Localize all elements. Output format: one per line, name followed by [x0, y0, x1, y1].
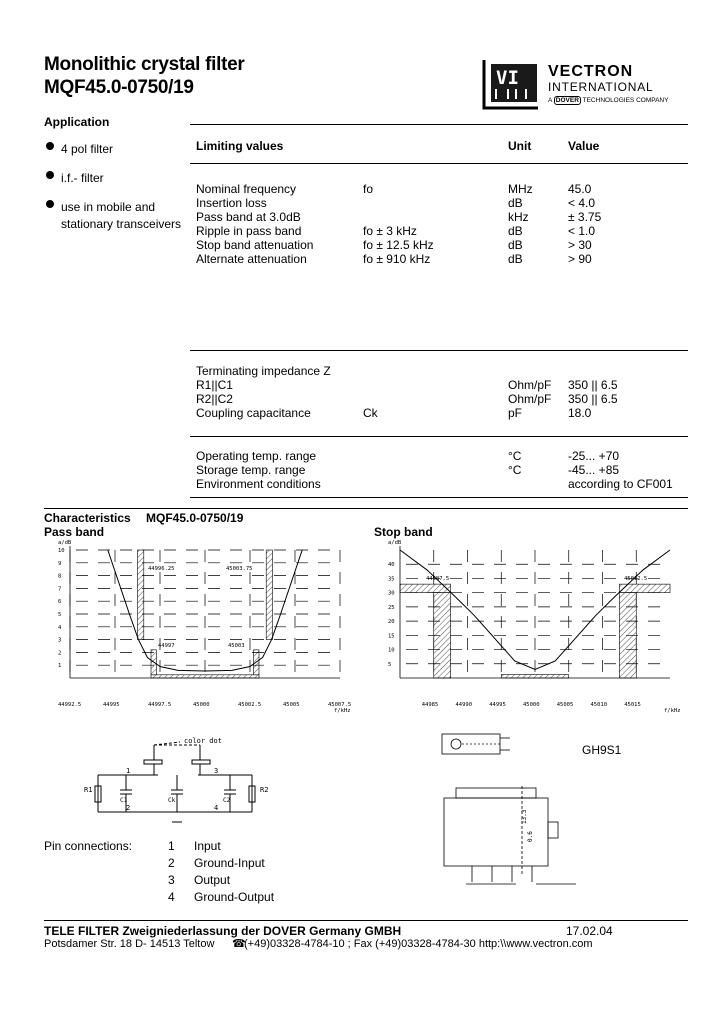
param-name: Environment conditions	[196, 477, 321, 491]
color-dot-label: color dot	[184, 737, 222, 745]
table-row	[196, 196, 696, 210]
annotation-label: 45012.5	[624, 576, 648, 582]
param-unit: Ohm/pF	[508, 378, 552, 392]
y-tick-label: 1	[58, 663, 62, 670]
y-tick-label: 3	[58, 637, 62, 644]
bullet-icon	[46, 142, 54, 150]
table-header-row	[196, 139, 696, 153]
passband-chart	[40, 536, 360, 716]
x-tick-label: 44985	[421, 702, 439, 708]
table-row	[196, 364, 696, 378]
param-unit: pF	[508, 406, 523, 420]
param-name: R2||C2	[196, 392, 233, 406]
footer-address: Potsdamer Str. 18 D- 14513 Teltow	[44, 938, 215, 950]
param-unit: dB	[508, 238, 523, 252]
x-tick-label: 44990	[455, 702, 473, 708]
x-axis-label: f/kHz	[334, 708, 351, 714]
vi-logo-mark	[482, 58, 542, 110]
table-row	[196, 477, 696, 491]
param-value: < 1.0	[568, 224, 596, 238]
package-code: GH9S1	[582, 743, 622, 757]
param-value: -25... +70	[568, 449, 620, 463]
header-value: Value	[568, 139, 600, 153]
x-tick-label: 45000	[523, 702, 540, 708]
param-name: Ripple in pass band	[196, 224, 302, 238]
table-row	[196, 252, 696, 266]
x-tick-label: 44992.5	[58, 702, 82, 708]
annotation-label: 45003.75	[226, 566, 253, 572]
table-rule-env	[190, 436, 688, 437]
application-item: 4 pol filter	[61, 142, 114, 156]
table-rule-mid	[190, 350, 688, 351]
x-tick-label: 45002.5	[238, 702, 262, 708]
footer-company: TELE FILTER Zweigniederlassung der DOVER Germany GMBH	[44, 924, 402, 938]
bullet-icon	[46, 171, 54, 179]
x-axis-label: f/kHz	[664, 708, 681, 714]
param-unit: °C	[508, 449, 522, 463]
x-tick-label: 45005	[283, 702, 300, 708]
y-tick-label: 40	[388, 562, 395, 569]
c1-label: C1	[120, 797, 128, 804]
footer-contact-line	[232, 938, 593, 951]
x-tick-label: 45010	[590, 702, 608, 708]
vectron-logo	[482, 58, 542, 110]
ck-label: Ck	[168, 797, 176, 804]
param-name: Coupling capacitance	[196, 406, 311, 420]
table-row	[196, 378, 696, 392]
pin-name: Ground-Input	[194, 856, 265, 870]
y-tick-label: 6	[58, 599, 62, 606]
r2-label: R2	[260, 786, 269, 794]
table-row	[196, 224, 696, 238]
x-tick-label: 44995	[103, 702, 120, 708]
y-tick-label: 25	[388, 604, 395, 611]
table-rule-top	[190, 124, 688, 125]
param-unit: °C	[508, 463, 522, 477]
y-tick-label: 20	[388, 619, 395, 626]
stopband-chart	[370, 536, 690, 716]
pins-heading: Pin connections:	[44, 839, 133, 853]
stopband-label: Stop band	[374, 525, 433, 539]
param-name: Stop band attenuation	[196, 238, 314, 252]
param-value: 350 || 6.5	[568, 392, 618, 406]
bullet-icon	[46, 200, 54, 208]
table-rule-header	[190, 163, 688, 164]
filter-schematic	[80, 730, 280, 830]
pin-name: Ground-Output	[194, 890, 275, 904]
param-name: Operating temp. range	[196, 449, 317, 463]
y-tick-label: 30	[388, 590, 395, 597]
y-tick-label: 4	[58, 624, 62, 631]
passband-label: Pass band	[44, 525, 105, 539]
param-value: 18.0	[568, 406, 592, 420]
param-cond: fo ± 12.5 kHz	[363, 238, 434, 252]
pin-name: Output	[194, 873, 231, 887]
phone-icon: ☎	[232, 938, 246, 950]
param-value: ± 3.75	[568, 210, 602, 224]
tolerance-mask	[266, 550, 272, 640]
application-item-cont: stationary transceivers	[61, 217, 182, 231]
param-unit: dB	[508, 196, 523, 210]
param-value: -45... +85	[568, 463, 620, 477]
annotation-label: 45003	[228, 643, 245, 649]
pin-number: 2	[168, 856, 175, 870]
param-value: < 4.0	[568, 196, 596, 210]
annotation-label: 44987.5	[426, 576, 450, 582]
table-rule-bottom	[190, 497, 688, 498]
param-cond: fo ± 910 kHz	[363, 252, 431, 266]
tagline-post: TECHNOLOGIES COMPANY	[582, 97, 669, 104]
header-unit: Unit	[508, 139, 532, 153]
x-tick-label: 45007.5	[328, 702, 352, 708]
param-name: Alternate attenuation	[196, 252, 307, 266]
pin-number: 3	[168, 873, 175, 887]
param-value: 45.0	[568, 182, 592, 196]
y-tick-label: 10	[388, 647, 395, 654]
application-item: i.f.- filter	[61, 171, 104, 185]
param-name: Pass band at 3.0dB	[196, 210, 301, 224]
tolerance-mask	[501, 675, 569, 678]
y-tick-label: 10	[58, 548, 65, 554]
y-axis-label: a/dB	[388, 540, 402, 546]
c2-label: C2	[223, 797, 231, 804]
y-tick-label: 35	[388, 576, 395, 583]
logo-mark-text: VI	[496, 67, 519, 89]
r1-label: R1	[84, 786, 93, 794]
pin-label-2: 2	[126, 804, 131, 812]
tolerance-mask	[434, 593, 451, 678]
table-row	[196, 406, 696, 420]
y-tick-label: 9	[58, 560, 62, 567]
y-axis-label: a/dB	[58, 540, 72, 546]
table-row	[196, 238, 696, 252]
pin-name: Input	[194, 839, 221, 853]
param-value: > 30	[568, 238, 592, 252]
annotation-label: 44996.25	[148, 566, 175, 572]
pin-label-4: 4	[214, 804, 219, 812]
part-number: MQF45.0-0750/19	[44, 77, 194, 98]
page-title: Monolithic crystal filter	[44, 54, 245, 75]
footer-rule	[44, 920, 688, 921]
tagline-pre: A	[548, 97, 552, 104]
param-unit: MHz	[508, 182, 533, 196]
package-drawing	[436, 726, 586, 890]
param-value: > 90	[568, 252, 592, 266]
logo-sub: INTERNATIONAL	[548, 80, 654, 94]
x-tick-label: 45015	[624, 702, 641, 708]
pin-label-3: 3	[214, 767, 219, 775]
logo-tagline	[548, 97, 668, 105]
param-name: Storage temp. range	[196, 463, 306, 477]
x-tick-label: 44995	[489, 702, 506, 708]
header-limiting-values: Limiting values	[196, 139, 284, 153]
x-tick-label: 44997.5	[148, 702, 172, 708]
annotation-label: 44997	[158, 643, 175, 649]
pin-number: 1	[168, 839, 175, 853]
characteristics-rule	[44, 508, 688, 509]
param-value: according to CF001	[568, 477, 673, 491]
svg-text:0.6: 0.6	[527, 831, 534, 842]
param-unit: dB	[508, 252, 523, 266]
y-tick-label: 5	[388, 661, 392, 668]
tolerance-mask	[138, 550, 144, 640]
svg-text:13.3: 13.3	[521, 809, 528, 824]
param-name: Terminating impedance Z	[196, 364, 331, 378]
param-cond: fo	[363, 182, 374, 196]
x-tick-label: 45005	[556, 702, 574, 708]
param-name: Nominal frequency	[196, 182, 297, 196]
y-tick-label: 2	[58, 650, 62, 657]
characteristics-model: MQF45.0-0750/19	[146, 511, 244, 525]
table-row	[196, 392, 696, 406]
table-row	[196, 210, 696, 224]
application-heading: Application	[44, 115, 110, 129]
table-row	[196, 449, 696, 463]
characteristics-heading: Characteristics	[44, 511, 131, 525]
y-tick-label: 15	[388, 633, 395, 640]
table-row	[196, 182, 696, 196]
response-curve	[108, 550, 302, 671]
y-tick-label: 7	[58, 586, 62, 593]
pin-number: 4	[168, 890, 175, 904]
logo-name: VECTRON	[548, 63, 634, 80]
table-row	[196, 463, 696, 477]
param-name: R1||C1	[196, 378, 233, 392]
param-unit: dB	[508, 224, 523, 238]
footer-contact: (+49)03328-4784-10 ; Fax (+49)03328-4784-30 http:\\www.vectron.com	[244, 938, 593, 950]
param-unit: Ohm/pF	[508, 392, 552, 406]
tolerance-mask	[151, 675, 259, 678]
param-name: Insertion loss	[196, 196, 267, 210]
y-tick-label: 8	[58, 573, 62, 580]
pin-label-1: 1	[126, 767, 131, 775]
x-tick-label: 45000	[193, 702, 210, 708]
param-cond: fo ± 3 kHz	[363, 224, 417, 238]
dover-badge: DOVER	[555, 97, 579, 104]
param-cond: Ck	[363, 406, 378, 420]
application-item: use in mobile and	[61, 200, 156, 214]
tolerance-mask	[619, 593, 636, 678]
param-unit: kHz	[508, 210, 529, 224]
footer-date: 17.02.04	[566, 924, 613, 938]
param-value: 350 || 6.5	[568, 378, 618, 392]
y-tick-label: 5	[58, 612, 62, 618]
